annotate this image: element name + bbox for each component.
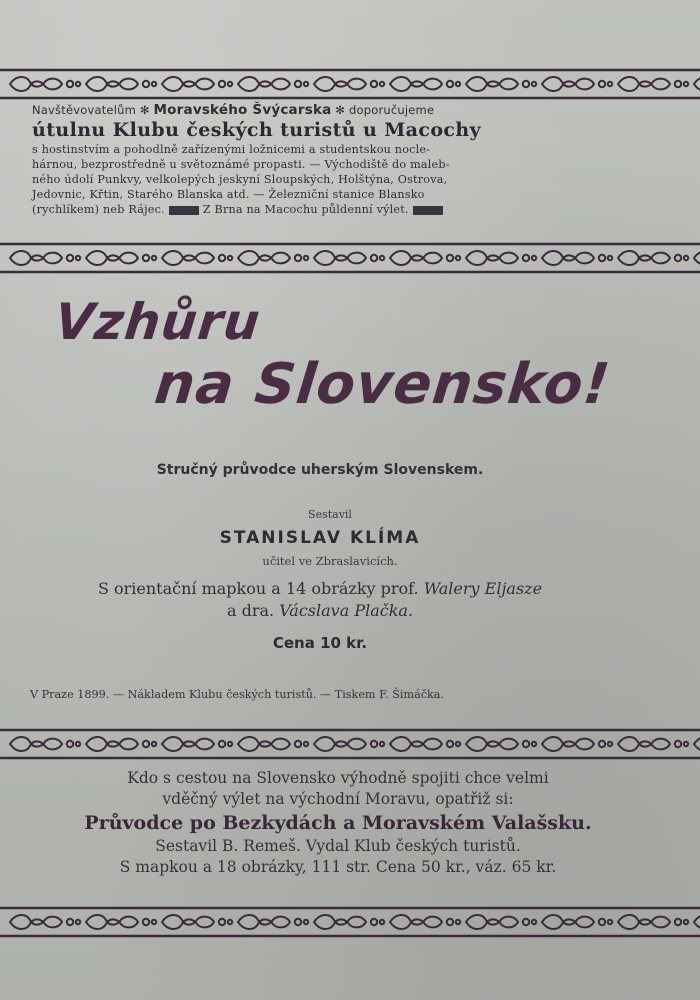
ornament-motif [618, 915, 688, 929]
ad-line: ného údolí Punkvy, velkolepých jeskyní Sloupských, Holštýna, Ostrova, [32, 173, 448, 186]
title-line-1: Vzhůru [51, 293, 264, 351]
ad-line: Kdo s cestou na Slovensko výhodně spojiti chce velmi [127, 769, 549, 787]
ornament-motif [390, 915, 460, 929]
author-name: STANISLAV KLÍMA [219, 528, 421, 548]
book-title [51, 292, 675, 418]
ornament-motif [86, 915, 156, 929]
ad-line: s hostinstvím a pohodlně zařízenými ložnicemi a studentskou nocle- [32, 143, 431, 156]
note-text: a dra. [226, 601, 275, 620]
ad-headline: útulnu Klubu českých turistů u Macochy [32, 119, 482, 141]
price: Cena 10 kr. [272, 634, 368, 652]
ornament-motif [162, 737, 232, 751]
ornamental-border-top [0, 66, 700, 102]
ornament-motif [314, 915, 384, 929]
ornament-motif [466, 737, 536, 751]
ornament-motif [162, 77, 232, 91]
illustrations-line-2 [0, 600, 640, 622]
ornament-motif [314, 251, 384, 265]
ornament-motif [162, 915, 232, 929]
ornament-motif [390, 77, 460, 91]
ornament-motif [314, 77, 384, 91]
ornament-motif [542, 915, 612, 929]
note-text: S orientační mapkou a 14 obrázky prof. [97, 579, 419, 598]
ad-line: vděčný výlet na východní Moravu, opatřiž si: [162, 790, 514, 808]
ornament-motif [86, 77, 156, 91]
ornament-motif [314, 737, 384, 751]
ornament-motif [466, 77, 536, 91]
ornament-motif [86, 251, 156, 265]
ornament-motif [10, 77, 80, 91]
ad-line: S mapkou a 18 obrázky, 111 str. Cena 50 kr., váz. 65 kr. [119, 858, 557, 876]
book-subtitle: Stručný průvodce uherským Slovenskem. [156, 462, 484, 478]
illustrations-note [0, 578, 640, 622]
ad-line: Jedovnic, Křtin, Starého Blanska atd. — Železniční stanice Blansko [32, 188, 425, 201]
ornament-motif [238, 77, 308, 91]
ornament-motif [466, 915, 536, 929]
ornament-motif [238, 915, 308, 929]
ad-line [32, 103, 612, 118]
ad-text: Z Brna na Macochu půldenní výlet. [202, 203, 409, 216]
ornament-band [0, 904, 700, 940]
ornament-motif [238, 737, 308, 751]
ad-line: Sestavil B. Remeš. Vydal Klub českých turistů. [155, 837, 521, 855]
ornament-motif [390, 737, 460, 751]
ornament-motif [694, 737, 700, 751]
title-line-2: na Slovensko! [151, 352, 614, 417]
ad-line [32, 202, 612, 217]
ornament-motif [162, 251, 232, 265]
ad-line: hárnou, bezprostředně u světoznámé propasti. — Východiště do maleb- [32, 158, 450, 171]
top-advertisement [32, 103, 612, 217]
illustrator-name: Vácslava Plačka. [279, 601, 414, 620]
ornament-motif [390, 251, 460, 265]
ornament-motif [542, 77, 612, 91]
ornament-motif [694, 77, 700, 91]
advertised-book-title: Průvodce po Bezkydách a Moravském Valašsku. [84, 812, 592, 834]
ornament-band [0, 726, 700, 762]
ad-region-name: Moravského Švýcarska [153, 102, 332, 118]
ornament-motif [10, 915, 80, 929]
author-role: učitel ve Zbraslavicích. [262, 554, 398, 568]
ornament-band [0, 66, 700, 102]
ornament-motif [542, 251, 612, 265]
ornament-band [0, 240, 700, 276]
ornament-motif [10, 737, 80, 751]
illustrator-name: Walery Eljasze [423, 579, 543, 598]
ornament-motif [542, 737, 612, 751]
ornamental-border-lower [0, 726, 700, 762]
ornament-motif [86, 737, 156, 751]
ornament-motif [694, 251, 700, 265]
bottom-advertisement [28, 768, 648, 878]
hand-pointer-icon [413, 206, 443, 215]
compiled-by-label: Sestavil [308, 508, 352, 521]
ornamental-border-bottom [0, 904, 700, 940]
ad-text: (rychlíkem) neb Rájec. [32, 203, 165, 216]
ornament-motif [238, 251, 308, 265]
hand-pointer-icon [169, 206, 199, 215]
ornament-motif [10, 251, 80, 265]
ornament-motif [694, 915, 700, 929]
ad-text: Navštěvovatelům ✻ [32, 103, 150, 117]
ornamental-border-middle [0, 240, 700, 276]
imprint-line: V Praze 1899. — Nákladem Klubu českých turistů. — Tiskem F. Šimáčka. [30, 688, 445, 701]
illustrations-line-1 [0, 578, 640, 600]
ornament-motif [618, 251, 688, 265]
ornament-motif [466, 251, 536, 265]
ad-text: ✻ doporučujeme [335, 103, 435, 117]
ornament-motif [618, 737, 688, 751]
ornament-motif [618, 77, 688, 91]
